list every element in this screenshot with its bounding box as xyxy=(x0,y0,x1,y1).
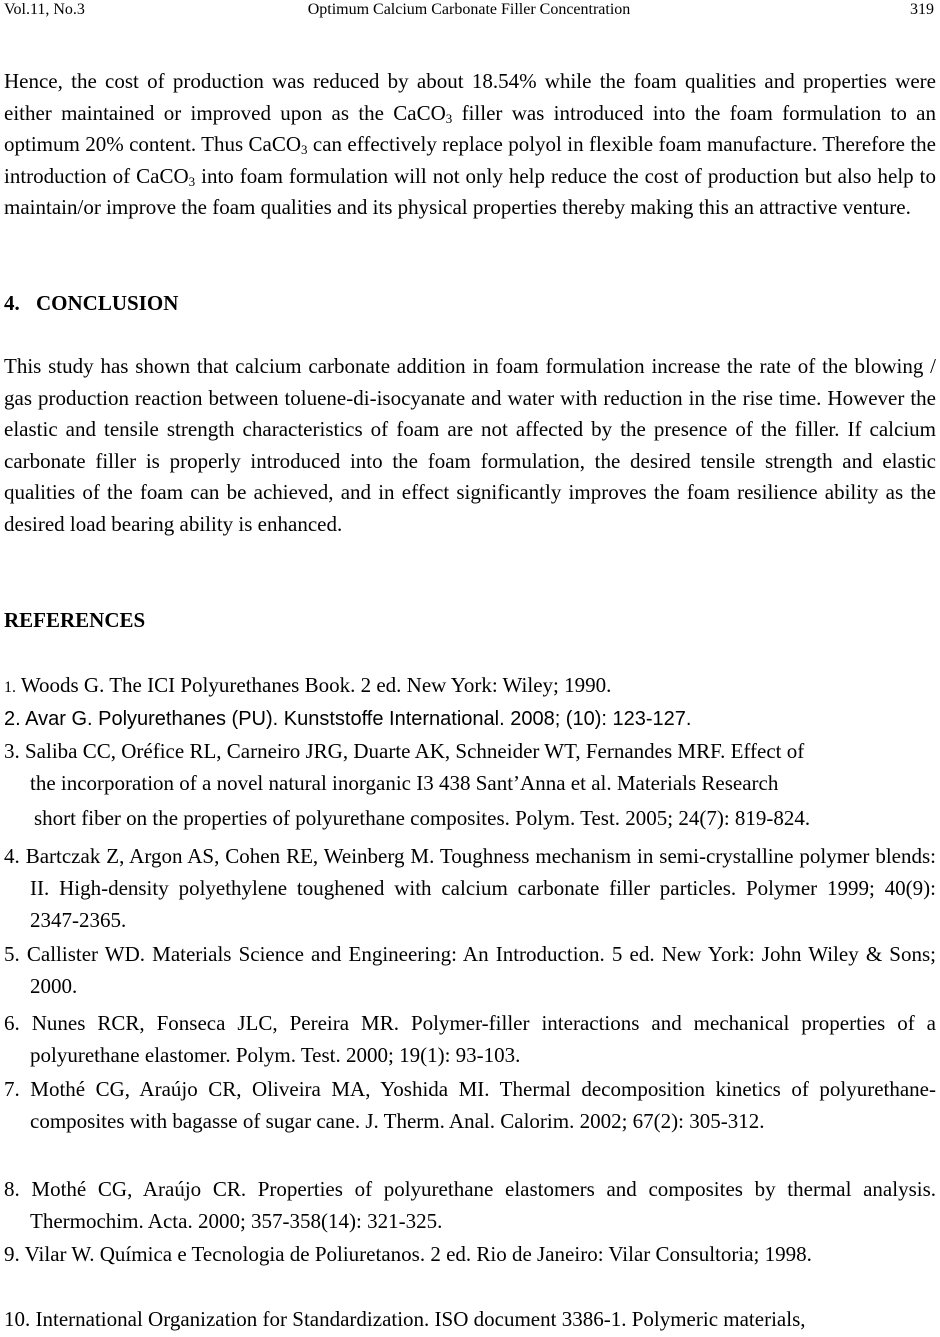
header-page-number: 319 xyxy=(910,1,934,18)
intro-text-4: into foam formulation will not only help reduce the cost of production but also help to maintain/or improve the foam qualities and its physical properties thereby making this an attractive venture. xyxy=(4,163,936,220)
reference-9: 9. Vilar W. Química e Tecnologia de Poliuretanos. 2 ed. Rio de Janeiro: Vilar Consultoria; 1998. xyxy=(4,1242,812,1266)
header-volume: Vol.11, No.3 xyxy=(4,1,85,18)
intro-text-2: filler was introduced into the foam formulation to an optimum 20% content. Thus CaCO xyxy=(4,100,936,157)
running-header xyxy=(4,0,934,20)
reference-text: Woods G. The ICI Polyurethanes Book. 2 ed. New York: Wiley; 1990. xyxy=(16,673,612,697)
reference-10: 10. International Organization for Standardization. ISO document 3386-1. Polymeric materials, xyxy=(4,1307,806,1331)
caco3-subscript: 3 xyxy=(301,142,308,158)
section-number: 4. xyxy=(4,291,20,315)
reference-6: 6. Nunes RCR, Fonseca JLC, Pereira MR. Polymer-filler interactions and mechanical properties of a polyurethane elastomer. Polym. Test. 2000; 19(1): 93-103. xyxy=(4,1011,936,1067)
reference-3-line-2: the incorporation of a novel natural inorganic I3 438 Sant’Anna et al. Materials Research xyxy=(30,771,779,795)
reference-5: 5. Callister WD. Materials Science and Engineering: An Introduction. 5 ed. New York: John Wiley & Sons; 2000. xyxy=(4,942,936,998)
reference-4: 4. Bartczak Z, Argon AS, Cohen RE, Weinberg M. Toughness mechanism in semi-crystalline polymer blends: II. High-density polyethylene toughened with calcium carbonate filler particles. Polymer 1999; 40(9): 2347-2365. xyxy=(4,844,936,932)
reference-7: 7. Mothé CG, Araújo CR, Oliveira MA, Yoshida MI. Thermal decomposition kinetics of polyurethane-composites with bagasse of sugar cane. J. Therm. Anal. Calorim. 2002; 67(2): 305-312. xyxy=(4,1077,936,1133)
intro-paragraph xyxy=(4,66,936,224)
reference-number: 1. xyxy=(4,679,16,696)
reference-8: 8. Mothé CG, Araújo CR. Properties of polyurethane elastomers and composites by thermal analysis. Thermochim. Acta. 2000; 357-358(14): 321-325. xyxy=(4,1177,936,1233)
caco3-subscript: 3 xyxy=(188,173,196,189)
conclusion-heading xyxy=(4,288,178,319)
intro-text-3: can effectively replace polyol in flexible foam manufacture. Therefore the introduction of CaCO xyxy=(4,132,936,188)
header-title: Optimum Calcium Carbonate Filler Concentration xyxy=(307,1,631,18)
reference-3-line-3: short fiber on the properties of polyurethane composites. Polym. Test. 2005; 24(7): 819-824. xyxy=(34,806,811,830)
caco3-subscript: 3 xyxy=(445,110,453,126)
reference-3: 3. Saliba CC, Oréfice RL, Carneiro JRG, Duarte AK, Schneider WT, Fernandes MRF. Effect of xyxy=(4,739,805,763)
conclusion-paragraph: This study has shown that calcium carbonate addition in foam formulation increase the rate of the blowing / gas production reaction between toluene-di-isocyanate and water with reduction in the rise time. However the elastic and tensile strength characteristics of foam are not affected by the presence of the filler. If calcium carbonate filler is properly introduced into the foam formulation, the desired tensile strength and elastic qualities of the foam can be achieved, and in effect significantly improves the foam resilience ability as the desired load bearing ability is enhanced. xyxy=(4,354,936,536)
intro-text-1: Hence, the cost of production was reduced by about 18.54% while the foam qualities and properties were either maintained or improved upon as the CaCO xyxy=(4,69,936,125)
section-title: CONCLUSION xyxy=(36,291,179,315)
reference-2: 2. Avar G. Polyurethanes (PU). Kunststoffe International. 2008; (10): 123-127. xyxy=(4,708,692,730)
references-heading: REFERENCES xyxy=(4,608,146,632)
reference-1 xyxy=(4,669,936,704)
